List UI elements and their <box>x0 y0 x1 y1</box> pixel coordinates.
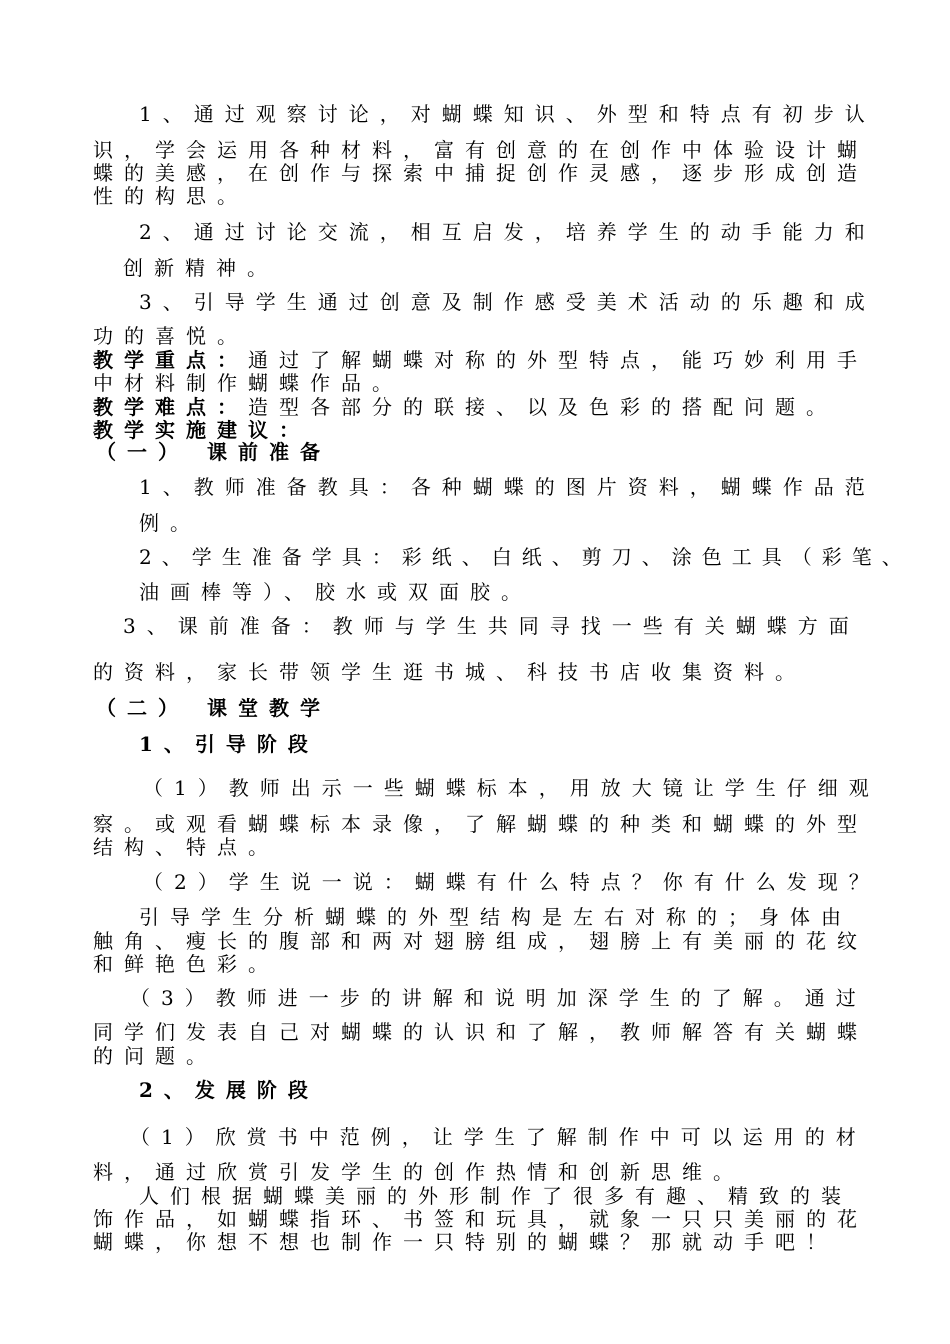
goal-1-line-3: 蝶的美感，在创作与探索中捕捉创作灵感，逐步形成创造 <box>93 161 868 185</box>
goal-2-line-1: 2、通过讨论交流，相互启发，培养学生的动手能力和 <box>139 220 876 244</box>
stage-1-para-1-line-3: 结构、特点。 <box>93 835 279 859</box>
teaching-difficulty-text: 造型各部分的联接、以及色彩的搭配问题。 <box>248 395 837 419</box>
stage-1-para-2-line-1: （2）学生说一说：蝴蝶有什么特点？你有什么发现？ <box>143 870 880 894</box>
prep-3-line-1: 3、课前准备：教师与学生共同寻找一些有关蝴蝶方面 <box>123 614 860 638</box>
goal-1-line-2: 识，学会运用各种材料，富有创意的在创作中体验设计蝴 <box>93 138 868 162</box>
section-2-heading: （二） 课堂教学 <box>96 696 331 720</box>
stage-1-para-3-line-3: 和鲜艳色彩。 <box>93 952 279 976</box>
prep-2-line-2: 油画棒等）、胶水或双面胶。 <box>139 580 532 604</box>
prep-1-line-2: 例。 <box>139 511 201 535</box>
stage-2-para-2-line-1: 人们根据蝴蝶美丽的外形制作了很多有趣、精致的装 <box>139 1184 852 1208</box>
stage-2-para-1-line-2: 料，通过欣赏引发学生的创作热情和创新思维。 <box>93 1160 744 1184</box>
teaching-focus-line-2: 中材料制作蝴蝶作品。 <box>93 371 403 395</box>
stage-1-para-1-line-1: （1）教师出示一些蝴蝶标本，用放大镜让学生仔细观 <box>143 776 880 800</box>
stage-1-para-3-line-2: 触角、瘦长的腹部和两对翅膀组成，翅膀上有美丽的花纹 <box>93 929 868 953</box>
goal-1-line-1: 1、通过观察讨论，对蝴蝶知识、外型和特点有初步认 <box>139 102 876 126</box>
prep-3-line-2: 的资料，家长带领学生逛书城、科技书店收集资料。 <box>93 660 806 684</box>
stage-2-para-2-line-3: 蝴蝶，你想不想也制作一只特别的蝴蝶？那就动手吧！ <box>93 1230 837 1254</box>
stage-1-para-4-line-1: （3）教师进一步的讲解和说明加深学生的了解。通过 <box>130 986 867 1010</box>
stage-1-heading: 1、引导阶段 <box>139 732 319 756</box>
stage-1-para-4-line-3: 的问题。 <box>93 1044 217 1068</box>
stage-1-para-4-line-2: 同学们发表自己对蝴蝶的认识和了解，教师解答有关蝴蝶 <box>93 1020 868 1044</box>
prep-1-line-1: 1、教师准备教具：各种蝴蝶的图片资料，蝴蝶作品范 <box>139 475 876 499</box>
prep-2-line-1: 2、学生准备学具：彩纸、白纸、剪刀、涂色工具（彩笔、 <box>139 545 912 569</box>
goal-1-line-4: 性的构思。 <box>93 184 248 208</box>
goal-2-line-2: 创新精神。 <box>123 256 278 280</box>
stage-2-para-2-line-2: 饰作品，如蝴蝶指环、书签和玩具，就象一只只美丽的花 <box>93 1207 868 1231</box>
stage-2-para-1-line-1: （1）欣赏书中范例，让学生了解制作中可以运用的材 <box>130 1125 867 1149</box>
implementation-heading: 教学实施建议： <box>93 418 310 442</box>
goal-3-line-1: 3、引导学生通过创意及制作感受美术活动的乐趣和成 <box>139 290 876 314</box>
teaching-difficulty-label: 教学难点： <box>93 395 248 419</box>
section-1-heading: （一） 课前准备 <box>96 440 331 464</box>
stage-1-para-3-line-1: 引导学生分析蝴蝶的外型结构是左右对称的；身体由 <box>139 905 852 929</box>
teaching-focus-text: 通过了解蝴蝶对称的外型特点，能巧妙利用手 <box>248 348 868 372</box>
teaching-focus <box>93 348 868 372</box>
teaching-difficulty <box>93 396 853 418</box>
stage-1-para-1-line-2: 察。或观看蝴蝶标本录像，了解蝴蝶的种类和蝴蝶的外型 <box>93 812 868 836</box>
goal-3-line-2: 功的喜悦。 <box>93 324 248 348</box>
teaching-focus-label: 教学重点： <box>93 348 248 372</box>
stage-2-heading: 2、发展阶段 <box>139 1078 319 1102</box>
